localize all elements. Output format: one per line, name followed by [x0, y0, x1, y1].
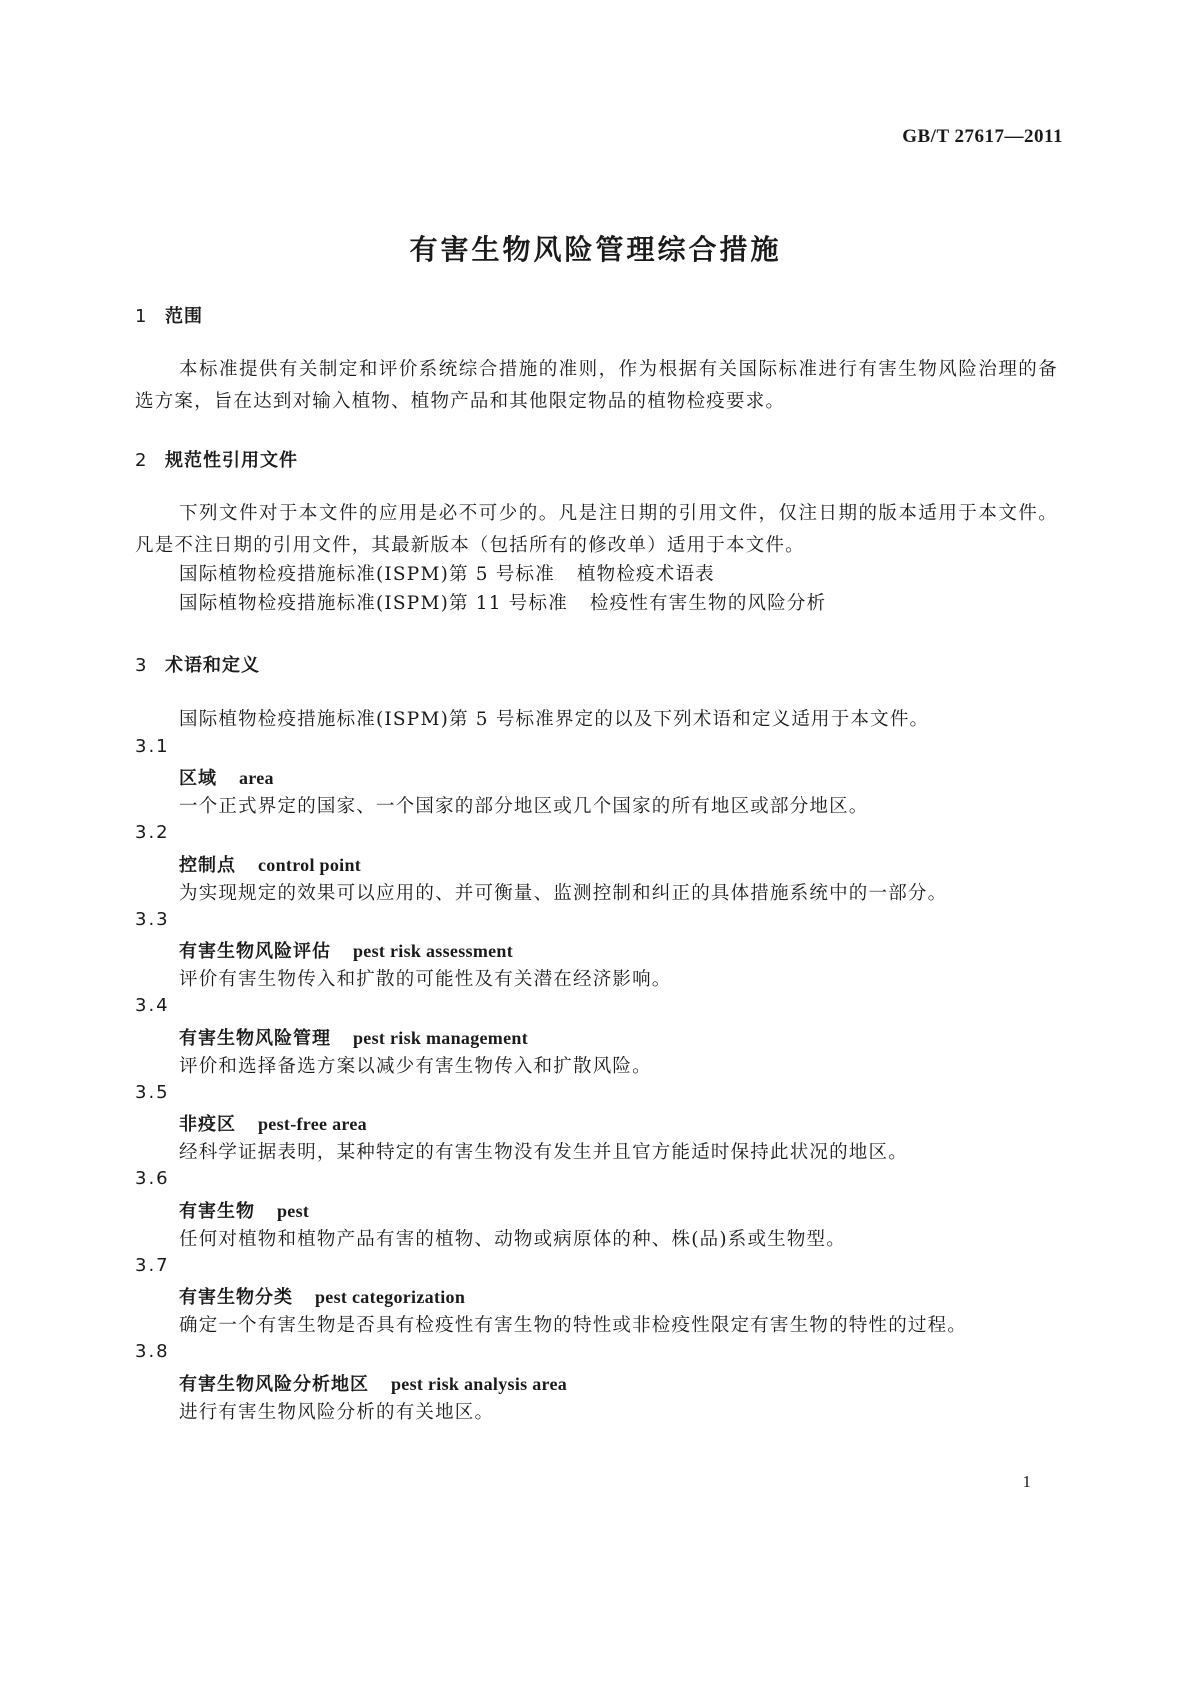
term-name — [179, 1370, 567, 1396]
document-title: 有害生物风险管理综合措施 — [409, 233, 782, 266]
term-number: 3.1 — [135, 736, 170, 757]
term-number: 3.7 — [135, 1255, 170, 1276]
page-number: 1 — [1022, 1472, 1031, 1491]
reference-code: 国际植物检疫措施标准(ISPM)第 5 号标准 — [179, 564, 555, 585]
term-definition: 一个正式界定的国家、一个国家的部分地区或几个国家的所有地区或部分地区。 — [179, 796, 869, 817]
term-number: 3.2 — [135, 822, 170, 843]
term-number: 3.3 — [135, 909, 170, 930]
reference-code: 国际植物检疫措施标准(ISPM)第 11 号标准 — [179, 593, 568, 614]
normative-reference — [179, 589, 826, 615]
term-en: pest risk management — [353, 1028, 528, 1048]
section-number: 1 — [135, 306, 148, 327]
term-zh: 有害生物 — [179, 1201, 255, 1222]
term-definition: 评价和选择备选方案以减少有害生物传入和扩散风险。 — [179, 1056, 652, 1077]
term-en: pest risk analysis area — [391, 1374, 568, 1394]
term-definition: 经科学证据表明，某种特定的有害生物没有发生并且官方能适时保持此状况的地区。 — [179, 1142, 908, 1163]
term-name — [179, 937, 513, 963]
standard-code: GB/T 27617—2011 — [902, 126, 1063, 147]
term-en: pest — [277, 1201, 310, 1221]
term-definition: 评价有害生物传入和扩散的可能性及有关潜在经济影响。 — [179, 969, 672, 990]
term-name — [179, 1283, 465, 1309]
section-title: 范围 — [165, 306, 203, 327]
term-definition: 进行有害生物风险分析的有关地区。 — [179, 1402, 495, 1423]
term-number: 3.6 — [135, 1168, 170, 1189]
term-number: 3.4 — [135, 995, 170, 1016]
term-zh: 区域 — [179, 768, 217, 789]
reference-name: 检疫性有害生物的风险分析 — [589, 593, 827, 614]
section-2-heading — [135, 446, 298, 472]
term-zh: 有害生物分类 — [179, 1287, 293, 1308]
section-3-intro: 国际植物检疫措施标准(ISPM)第 5 号标准界定的以及下列术语和定义适用于本文件。 — [179, 709, 930, 730]
section-1-paragraph: 本标准提供有关制定和评价系统综合措施的准则，作为根据有关国际标准进行有害生物风险治理的备选方案，旨在达到对输入植物、植物产品和其他限定物品的植物检疫要求。 — [135, 359, 1058, 412]
term-en: pest risk assessment — [353, 941, 514, 961]
term-name — [179, 764, 274, 790]
section-title: 规范性引用文件 — [165, 450, 298, 471]
term-name — [179, 851, 361, 877]
term-zh: 有害生物风险评估 — [179, 941, 331, 962]
section-3-heading — [135, 651, 260, 677]
reference-name: 植物检疫术语表 — [576, 564, 715, 585]
section-1-heading — [135, 302, 203, 328]
term-zh: 控制点 — [179, 855, 236, 876]
section-number: 3 — [135, 655, 148, 676]
term-en: control point — [258, 855, 362, 875]
term-zh: 有害生物风险管理 — [179, 1028, 331, 1049]
term-en: pest-free area — [258, 1114, 367, 1134]
normative-reference — [179, 560, 715, 586]
section-number: 2 — [135, 450, 148, 471]
section-2-paragraph: 下列文件对于本文件的应用是必不可少的。凡是注日期的引用文件，仅注日期的版本适用于本文件。凡是不注日期的引用文件，其最新版本（包括所有的修改单）适用于本文件。 — [135, 503, 1058, 556]
term-name — [179, 1024, 528, 1050]
term-zh: 非疫区 — [179, 1114, 236, 1135]
term-definition: 任何对植物和植物产品有害的植物、动物或病原体的种、株(品)系或生物型。 — [179, 1229, 846, 1250]
term-definition: 为实现规定的效果可以应用的、并可衡量、监测控制和纠正的具体措施系统中的一部分。 — [179, 883, 948, 904]
term-number: 3.8 — [135, 1341, 170, 1362]
term-definition: 确定一个有害生物是否具有检疫性有害生物的特性或非检疫性限定有害生物的特性的过程。 — [179, 1315, 968, 1336]
term-name — [179, 1197, 309, 1223]
section-title: 术语和定义 — [165, 655, 260, 676]
term-name — [179, 1110, 367, 1136]
term-number: 3.5 — [135, 1082, 170, 1103]
term-en: area — [239, 768, 274, 788]
term-zh: 有害生物风险分析地区 — [179, 1374, 369, 1395]
term-en: pest categorization — [315, 1287, 466, 1307]
